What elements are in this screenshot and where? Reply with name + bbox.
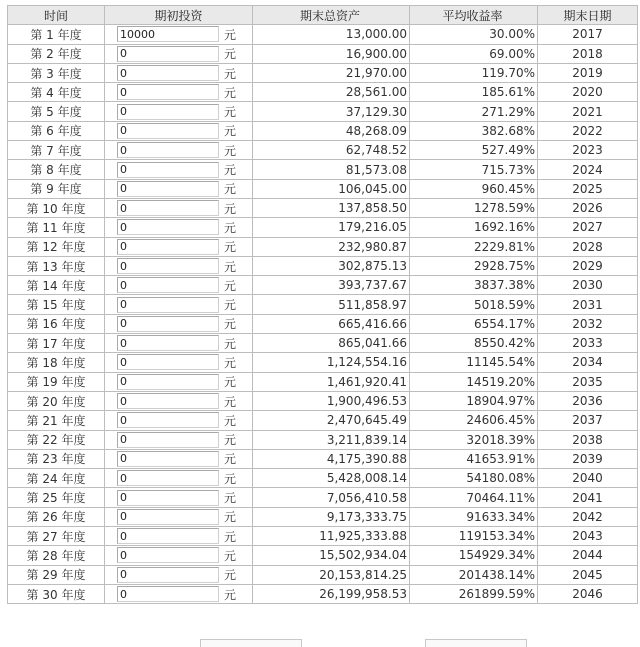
total-assets-cell: 62,748.52 xyxy=(253,141,410,160)
period-cell: 第 9 年度 xyxy=(8,179,105,198)
period-cell: 第 14 年度 xyxy=(8,276,105,295)
table-row xyxy=(8,256,638,275)
total-assets-cell: 28,561.00 xyxy=(253,83,410,102)
total-assets-cell: 1,461,920.41 xyxy=(253,372,410,391)
investment-cell xyxy=(105,160,253,179)
end-year-cell: 2017 xyxy=(538,25,638,44)
investment-input[interactable] xyxy=(117,258,219,274)
total-assets-cell: 232,980.87 xyxy=(253,237,410,256)
investment-cell xyxy=(105,63,253,82)
total-assets-cell: 37,129.30 xyxy=(253,102,410,121)
total-assets-cell: 15,502,934.04 xyxy=(253,546,410,565)
period-cell: 第 16 年度 xyxy=(8,314,105,333)
table-row xyxy=(8,141,638,160)
period-cell: 第 29 年度 xyxy=(8,565,105,584)
investment-cell xyxy=(105,102,253,121)
investment-cell xyxy=(105,198,253,217)
avg-return-cell: 70464.11% xyxy=(410,488,538,507)
end-year-cell: 2020 xyxy=(538,83,638,102)
unit-label: 元 xyxy=(224,298,237,313)
avg-return-cell: 261899.59% xyxy=(410,584,538,603)
avg-return-cell: 8550.42% xyxy=(410,334,538,353)
total-assets-cell: 3,211,839.14 xyxy=(253,430,410,449)
avg-return-cell: 54180.08% xyxy=(410,469,538,488)
total-assets-cell: 1,124,554.16 xyxy=(253,353,410,372)
avg-return-cell: 11145.54% xyxy=(410,353,538,372)
investment-cell xyxy=(105,430,253,449)
period-cell: 第 10 年度 xyxy=(8,198,105,217)
end-year-cell: 2039 xyxy=(538,449,638,468)
investment-input[interactable] xyxy=(117,46,219,62)
unit-label: 元 xyxy=(224,278,237,293)
table-row xyxy=(8,121,638,140)
table-row xyxy=(8,469,638,488)
period-cell: 第 11 年度 xyxy=(8,218,105,237)
table-row xyxy=(8,372,638,391)
total-assets-cell: 11,925,333.88 xyxy=(253,527,410,546)
unit-label: 元 xyxy=(224,259,237,274)
avg-return-cell: 30.00% xyxy=(410,25,538,44)
investment-input[interactable] xyxy=(117,219,219,235)
investment-cell xyxy=(105,449,253,468)
table-row xyxy=(8,430,638,449)
period-cell: 第 4 年度 xyxy=(8,83,105,102)
unit-label: 元 xyxy=(224,336,237,351)
investment-input[interactable] xyxy=(117,26,219,42)
avg-return-cell: 69.00% xyxy=(410,44,538,63)
end-year-cell: 2023 xyxy=(538,141,638,160)
investment-cell xyxy=(105,507,253,526)
header-avg-return: 平均收益率 xyxy=(410,6,538,25)
investment-input[interactable] xyxy=(117,181,219,197)
unit-label: 元 xyxy=(224,413,237,428)
total-assets-cell: 137,858.50 xyxy=(253,198,410,217)
avg-return-cell: 6554.17% xyxy=(410,314,538,333)
avg-return-cell: 527.49% xyxy=(410,141,538,160)
investment-input[interactable] xyxy=(117,316,219,332)
investment-input[interactable] xyxy=(117,354,219,370)
unit-label: 元 xyxy=(224,587,237,602)
investment-input[interactable] xyxy=(117,432,219,448)
end-year-cell: 2025 xyxy=(538,179,638,198)
avg-return-cell: 715.73% xyxy=(410,160,538,179)
avg-return-cell: 119153.34% xyxy=(410,527,538,546)
investment-cell xyxy=(105,44,253,63)
avg-return-cell: 24606.45% xyxy=(410,411,538,430)
avg-return-cell: 5018.59% xyxy=(410,295,538,314)
investment-cell xyxy=(105,546,253,565)
total-assets-cell: 16,900.00 xyxy=(253,44,410,63)
unit-label: 元 xyxy=(224,529,237,544)
total-assets-cell: 9,173,333.75 xyxy=(253,507,410,526)
investment-input[interactable] xyxy=(117,567,219,583)
total-assets-cell: 5,428,008.14 xyxy=(253,469,410,488)
period-cell: 第 13 年度 xyxy=(8,256,105,275)
investment-input[interactable] xyxy=(117,335,219,351)
total-assets-cell: 81,573.08 xyxy=(253,160,410,179)
avg-return-cell: 2928.75% xyxy=(410,256,538,275)
unit-label: 元 xyxy=(224,510,237,525)
period-cell: 第 8 年度 xyxy=(8,160,105,179)
investment-input[interactable] xyxy=(117,374,219,390)
table-row xyxy=(8,546,638,565)
avg-return-cell: 1692.16% xyxy=(410,218,538,237)
investment-input[interactable] xyxy=(117,84,219,100)
header-end-date: 期末日期 xyxy=(538,6,638,25)
header-investment: 期初投资 xyxy=(105,6,253,25)
period-cell: 第 22 年度 xyxy=(8,430,105,449)
avg-return-cell: 119.70% xyxy=(410,63,538,82)
avg-return-cell: 185.61% xyxy=(410,83,538,102)
investment-input[interactable] xyxy=(117,65,219,81)
unit-label: 元 xyxy=(224,124,237,139)
avg-return-cell: 32018.39% xyxy=(410,430,538,449)
end-year-cell: 2046 xyxy=(538,584,638,603)
total-assets-cell: 511,858.97 xyxy=(253,295,410,314)
unit-label: 元 xyxy=(224,452,237,467)
unit-label: 元 xyxy=(224,47,237,62)
total-assets-cell: 20,153,814.25 xyxy=(253,565,410,584)
table-row xyxy=(8,565,638,584)
table-row xyxy=(8,83,638,102)
end-year-cell: 2032 xyxy=(538,314,638,333)
unit-label: 元 xyxy=(224,105,237,120)
investment-cell xyxy=(105,584,253,603)
total-assets-cell: 13,000.00 xyxy=(253,25,410,44)
avg-return-cell: 2229.81% xyxy=(410,237,538,256)
investment-cell xyxy=(105,121,253,140)
investment-input[interactable] xyxy=(117,470,219,486)
end-year-cell: 2044 xyxy=(538,546,638,565)
avg-return-cell: 14519.20% xyxy=(410,372,538,391)
avg-return-cell: 960.45% xyxy=(410,179,538,198)
investment-cell xyxy=(105,334,253,353)
investment-input[interactable] xyxy=(117,200,219,216)
unit-label: 元 xyxy=(224,182,237,197)
investment-input[interactable] xyxy=(117,277,219,293)
unit-label: 元 xyxy=(224,355,237,370)
header-total-assets: 期末总资产 xyxy=(253,6,410,25)
end-year-cell: 2033 xyxy=(538,334,638,353)
investment-cell xyxy=(105,469,253,488)
investment-cell xyxy=(105,141,253,160)
total-assets-cell: 48,268.09 xyxy=(253,121,410,140)
period-cell: 第 25 年度 xyxy=(8,488,105,507)
unit-label: 元 xyxy=(224,568,237,583)
unit-label: 元 xyxy=(224,143,237,158)
period-cell: 第 24 年度 xyxy=(8,469,105,488)
avg-return-cell: 271.29% xyxy=(410,102,538,121)
table-row xyxy=(8,295,638,314)
period-cell: 第 23 年度 xyxy=(8,449,105,468)
end-year-cell: 2022 xyxy=(538,121,638,140)
period-cell: 第 5 年度 xyxy=(8,102,105,121)
investment-input[interactable] xyxy=(117,412,219,428)
table-row xyxy=(8,488,638,507)
avg-return-cell: 3837.38% xyxy=(410,276,538,295)
end-year-cell: 2034 xyxy=(538,353,638,372)
investment-cell xyxy=(105,372,253,391)
period-cell: 第 7 年度 xyxy=(8,141,105,160)
unit-label: 元 xyxy=(224,471,237,486)
period-cell: 第 18 年度 xyxy=(8,353,105,372)
table-row xyxy=(8,391,638,410)
period-cell: 第 1 年度 xyxy=(8,25,105,44)
period-cell: 第 30 年度 xyxy=(8,584,105,603)
total-assets-cell: 665,416.66 xyxy=(253,314,410,333)
end-year-cell: 2019 xyxy=(538,63,638,82)
unit-label: 元 xyxy=(224,27,237,42)
bottom-strip xyxy=(0,638,640,646)
avg-return-cell: 154929.34% xyxy=(410,546,538,565)
end-year-cell: 2041 xyxy=(538,488,638,507)
table-row xyxy=(8,218,638,237)
unit-label: 元 xyxy=(224,375,237,390)
total-assets-cell: 4,175,390.88 xyxy=(253,449,410,468)
period-cell: 第 12 年度 xyxy=(8,237,105,256)
investment-cell xyxy=(105,411,253,430)
unit-label: 元 xyxy=(224,220,237,235)
investment-cell xyxy=(105,314,253,333)
investment-cell xyxy=(105,179,253,198)
avg-return-cell: 18904.97% xyxy=(410,391,538,410)
unit-label: 元 xyxy=(224,317,237,332)
avg-return-cell: 41653.91% xyxy=(410,449,538,468)
investment-input[interactable] xyxy=(117,142,219,158)
investment-cell xyxy=(105,237,253,256)
investment-input[interactable] xyxy=(117,490,219,506)
avg-return-cell: 91633.34% xyxy=(410,507,538,526)
investment-cell xyxy=(105,83,253,102)
table-row xyxy=(8,102,638,121)
investment-input[interactable] xyxy=(117,239,219,255)
table-row xyxy=(8,527,638,546)
investment-input[interactable] xyxy=(117,393,219,409)
unit-label: 元 xyxy=(224,491,237,506)
investment-table xyxy=(7,5,638,604)
investment-cell xyxy=(105,488,253,507)
investment-cell xyxy=(105,353,253,372)
end-year-cell: 2043 xyxy=(538,527,638,546)
end-year-cell: 2018 xyxy=(538,44,638,63)
end-year-cell: 2028 xyxy=(538,237,638,256)
investment-input[interactable] xyxy=(117,509,219,525)
end-year-cell: 2029 xyxy=(538,256,638,275)
unit-label: 元 xyxy=(224,163,237,178)
period-cell: 第 28 年度 xyxy=(8,546,105,565)
end-year-cell: 2021 xyxy=(538,102,638,121)
table-row xyxy=(8,179,638,198)
table-row xyxy=(8,25,638,44)
unit-label: 元 xyxy=(224,240,237,255)
investment-input[interactable] xyxy=(117,528,219,544)
period-cell: 第 20 年度 xyxy=(8,391,105,410)
total-assets-cell: 106,045.00 xyxy=(253,179,410,198)
table-row xyxy=(8,353,638,372)
total-assets-cell: 7,056,410.58 xyxy=(253,488,410,507)
total-assets-cell: 179,216.05 xyxy=(253,218,410,237)
end-year-cell: 2035 xyxy=(538,372,638,391)
investment-cell xyxy=(105,25,253,44)
period-cell: 第 2 年度 xyxy=(8,44,105,63)
period-cell: 第 19 年度 xyxy=(8,372,105,391)
period-cell: 第 17 年度 xyxy=(8,334,105,353)
investment-input[interactable] xyxy=(117,297,219,313)
investment-cell xyxy=(105,565,253,584)
investment-input[interactable] xyxy=(117,104,219,120)
investment-input[interactable] xyxy=(117,451,219,467)
investment-cell xyxy=(105,256,253,275)
period-cell: 第 26 年度 xyxy=(8,507,105,526)
investment-cell xyxy=(105,276,253,295)
unit-label: 元 xyxy=(224,548,237,563)
unit-label: 元 xyxy=(224,433,237,448)
unit-label: 元 xyxy=(224,85,237,100)
end-year-cell: 2027 xyxy=(538,218,638,237)
end-year-cell: 2026 xyxy=(538,198,638,217)
header-row xyxy=(8,6,638,25)
period-cell: 第 6 年度 xyxy=(8,121,105,140)
investment-cell xyxy=(105,527,253,546)
table-row xyxy=(8,63,638,82)
investment-input[interactable] xyxy=(117,586,219,602)
period-cell: 第 3 年度 xyxy=(8,63,105,82)
table-row xyxy=(8,411,638,430)
avg-return-cell: 382.68% xyxy=(410,121,538,140)
unit-label: 元 xyxy=(224,394,237,409)
investment-cell xyxy=(105,218,253,237)
table-row xyxy=(8,449,638,468)
total-assets-cell: 2,470,645.49 xyxy=(253,411,410,430)
period-cell: 第 21 年度 xyxy=(8,411,105,430)
end-year-cell: 2040 xyxy=(538,469,638,488)
end-year-cell: 2038 xyxy=(538,430,638,449)
total-assets-cell: 1,900,496.53 xyxy=(253,391,410,410)
avg-return-cell: 201438.14% xyxy=(410,565,538,584)
table-row xyxy=(8,276,638,295)
header-time: 时间 xyxy=(8,6,105,25)
investment-input[interactable] xyxy=(117,123,219,139)
table-row xyxy=(8,198,638,217)
unit-label: 元 xyxy=(224,66,237,81)
table-row xyxy=(8,44,638,63)
end-year-cell: 2036 xyxy=(538,391,638,410)
total-assets-cell: 21,970.00 xyxy=(253,63,410,82)
table-row xyxy=(8,314,638,333)
total-assets-cell: 393,737.67 xyxy=(253,276,410,295)
table-row xyxy=(8,237,638,256)
end-year-cell: 2042 xyxy=(538,507,638,526)
end-year-cell: 2030 xyxy=(538,276,638,295)
table-body xyxy=(8,25,638,604)
investment-cell xyxy=(105,295,253,314)
total-assets-cell: 865,041.66 xyxy=(253,334,410,353)
end-year-cell: 2037 xyxy=(538,411,638,430)
table-row xyxy=(8,160,638,179)
end-year-cell: 2024 xyxy=(538,160,638,179)
table-row xyxy=(8,507,638,526)
total-assets-cell: 26,199,958.53 xyxy=(253,584,410,603)
investment-cell xyxy=(105,391,253,410)
end-year-cell: 2045 xyxy=(538,565,638,584)
end-year-cell: 2031 xyxy=(538,295,638,314)
investment-input[interactable] xyxy=(117,162,219,178)
period-cell: 第 15 年度 xyxy=(8,295,105,314)
avg-return-cell: 1278.59% xyxy=(410,198,538,217)
period-cell: 第 27 年度 xyxy=(8,527,105,546)
investment-input[interactable] xyxy=(117,547,219,563)
table-row xyxy=(8,584,638,603)
unit-label: 元 xyxy=(224,201,237,216)
table-row xyxy=(8,334,638,353)
total-assets-cell: 302,875.13 xyxy=(253,256,410,275)
